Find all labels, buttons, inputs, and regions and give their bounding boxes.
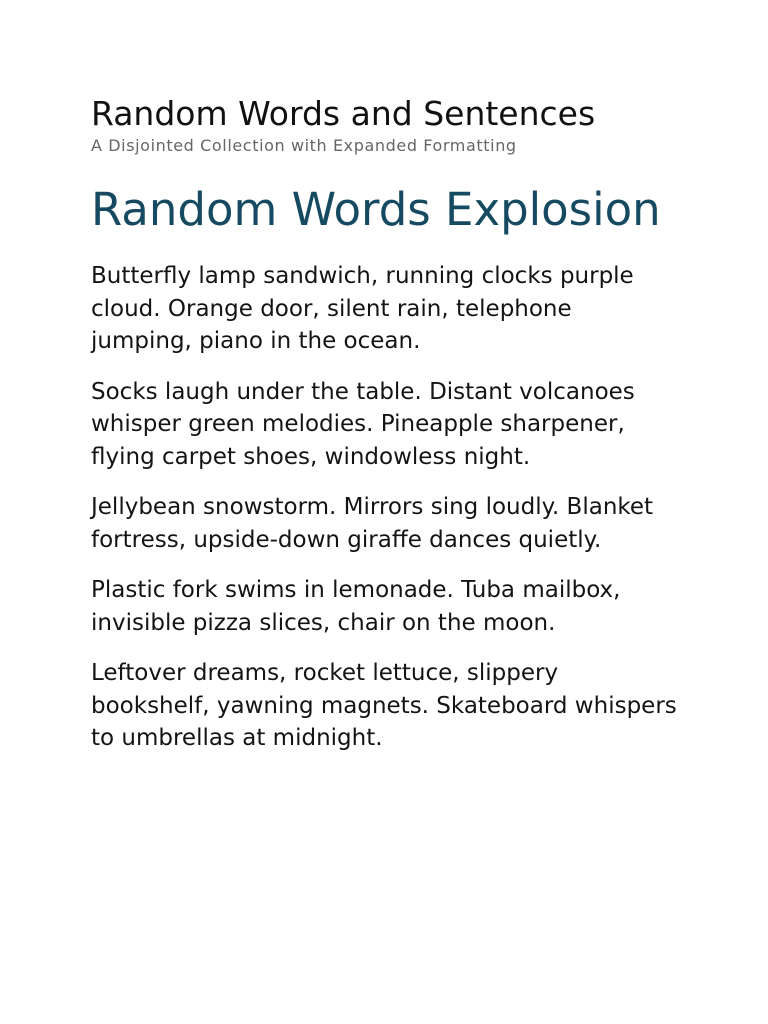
paragraph-1: Butterfly lamp sandwich, running clocks purple cloud. Orange door, silent rain, telephone jumping, piano in the ocean. xyxy=(91,263,634,354)
section-heading: Random Words Explosion xyxy=(91,183,661,236)
paragraph-5: Leftover dreams, rocket lettuce, slippery bookshelf, yawning magnets. Skateboard whispers to umbrellas at midnight. xyxy=(91,660,677,751)
section-body xyxy=(91,260,678,755)
paragraph-4: Plastic fork swims in lemonade. Tuba mailbox, invisible pizza slices, chair on the moon. xyxy=(91,577,621,636)
paragraph-2: Socks laugh under the table. Distant volcanoes whisper green melodies. Pineapple sharpener, flying carpet shoes, windowless night. xyxy=(91,378,635,470)
page-subtitle: A Disjointed Collection with Expanded Formatting xyxy=(91,136,517,155)
page-title: Random Words and Sentences xyxy=(91,94,596,133)
paragraph-3: Jellybean snowstorm. Mirrors sing loudly. Blanket fortress, upside-down giraffe dances quietly. xyxy=(91,494,654,553)
